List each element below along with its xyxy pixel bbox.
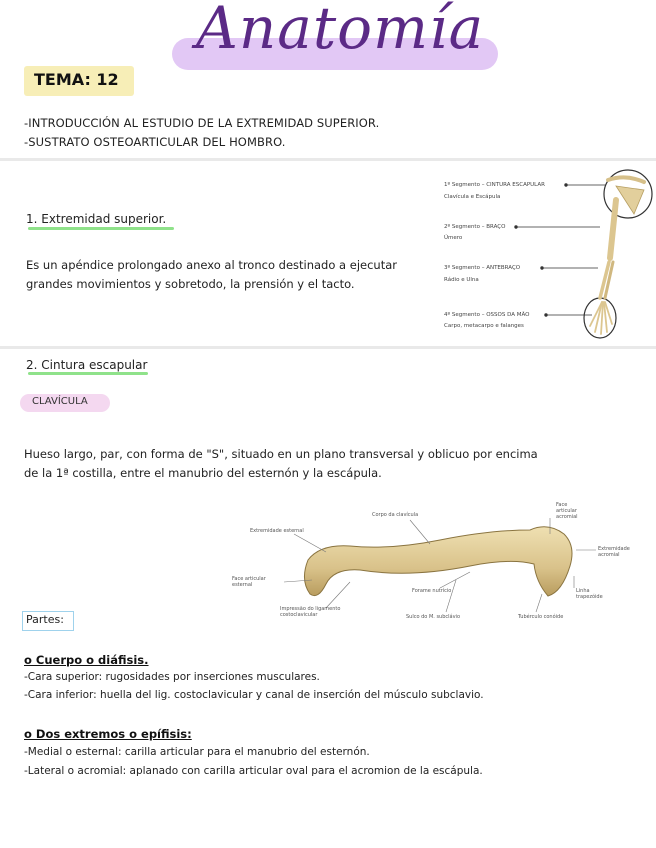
divider-2 (0, 346, 656, 349)
clav-label-sulco: Sulco do M. subclávio (406, 614, 461, 620)
arm-label-2-title: 2º Segmento – BRAÇO (444, 224, 506, 230)
tema-label: TEMA: 12 (34, 70, 119, 89)
section-2-underline (28, 372, 148, 375)
clav-label-forame: Forame nutrício (412, 588, 452, 594)
clav-label-corpo: Corpo da clavícula (372, 512, 419, 518)
arm-label-3-sub: Rádio e Ulna (444, 277, 479, 283)
extremos-line-2: -Lateral o acromial: aplanado con carilla articular oval para el acromion de la escápula. (24, 765, 483, 777)
arm-label-4-sub: Carpo, metacarpo e falanges (444, 323, 524, 329)
cuerpo-heading: o Cuerpo o diáfisis. (24, 653, 149, 667)
section-2-heading: 2. Cintura escapular (26, 358, 148, 372)
extremos-line-1: -Medial o esternal: carilla articular para el manubrio del esternón. (24, 746, 370, 758)
arm-skeleton-figure (440, 166, 656, 346)
clav-label-ext-acromial: Extremidade acromial (598, 546, 630, 558)
divider-1 (0, 158, 656, 161)
cuerpo-line-1: -Cara superior: rugosidades por inserciones musculares. (24, 671, 320, 683)
arm-label-1-title: 1º Segmento – CINTURA ESCAPULAR (444, 182, 545, 188)
section-1-underline (28, 227, 174, 230)
clavicula-label: CLAVÍCULA (32, 396, 88, 407)
section-1-heading: 1. Extremidad superior. (26, 212, 167, 226)
clav-label-impressao: Impressão do ligamento costoclavicular (280, 606, 341, 618)
clav-label-linha: Linha trapezóide (576, 588, 603, 600)
section-2-body: Hueso largo, par, con forma de "S", situado en un plano transversal y oblicuo por encima de la 1ª costilla, entre el manubrio del esternón y la escápula. (24, 447, 538, 480)
arm-label-1-sub: Clavícula e Escápula (444, 194, 501, 200)
arm-label-2-sub: Úmero (444, 235, 463, 241)
clav-label-face-art-acromial: Face articular acromial (556, 502, 578, 520)
extremos-heading: o Dos extremos o epífisis: (24, 727, 192, 741)
clav-label-face-art-esternal: Face articular esternal (232, 576, 266, 588)
clav-label-ext-esternal: Extremidade esternal (250, 528, 304, 534)
arm-bones-svg (440, 166, 656, 346)
clav-label-tuberculo: Tubérculo conóide (518, 614, 564, 620)
section-1-body: Es un apéndice prolongado anexo al tronco destinado a ejecutar grandes movimientos y sobretodo, la prensión y el tacto. (26, 258, 397, 291)
arm-label-4-title: 4º Segmento – OSSOS DA MÃO (444, 312, 530, 318)
clavicle-figure (230, 500, 650, 626)
page-title: Anatomía (196, 0, 485, 62)
intro-line-2: -SUSTRATO OSTEOARTICULAR DEL HOMBRO. (24, 135, 286, 149)
intro-line-1: -INTRODUCCIÓN AL ESTUDIO DE LA EXTREMIDAD SUPERIOR. (24, 116, 380, 130)
arm-label-3-title: 3º Segmento – ANTEBRAÇO (444, 265, 521, 271)
cuerpo-line-2: -Cara inferior: huella del lig. costoclavicular y canal de inserción del músculo subclavio. (24, 689, 484, 701)
partes-label: Partes: (26, 613, 64, 626)
